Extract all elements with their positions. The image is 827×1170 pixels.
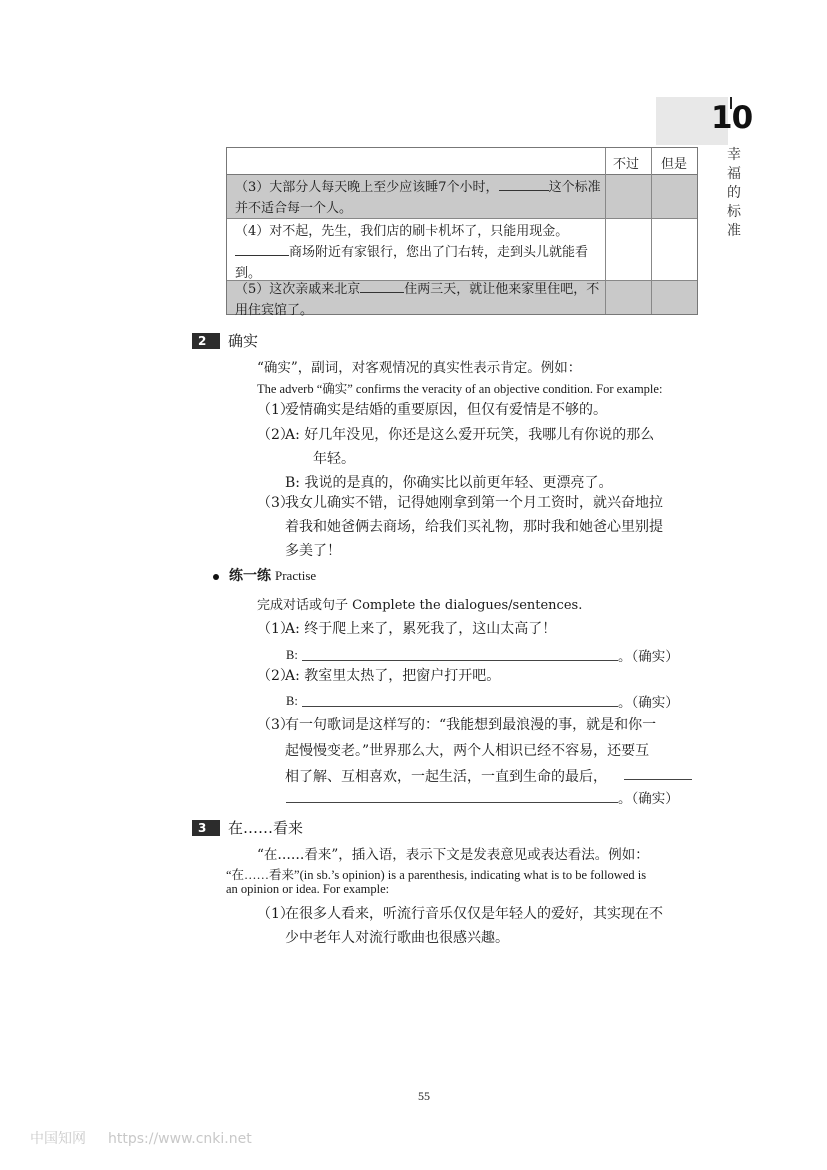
row-text: （5）这次亲戚来北京 住两三天，就让他来家里住吧，不用住宾馆了。	[235, 282, 600, 318]
practice-1-speaker-b: B:	[286, 648, 298, 662]
col-danshi: 但是	[661, 157, 688, 172]
practice-heading: 练一练 Practise	[229, 568, 317, 584]
answer-line[interactable]	[302, 706, 618, 707]
description-zh: “确实”，副词，对客观情况的真实性表示肯定。例如：	[257, 360, 582, 376]
bullet-icon	[213, 574, 219, 580]
example-1: （1）在很多人看来，听流行音乐仅仅是年轻人的爱好，其实现在不 少中老年人对流行歌曲也很感兴趣。	[257, 906, 663, 946]
section-number: 2	[192, 333, 220, 349]
exercise-table	[226, 147, 698, 318]
chapter-title: 幸福的标准	[727, 147, 741, 239]
description-en-line-1: “在……看来”(in sb.’s opinion) is a parenthesis, indicating what is to be followed is	[226, 868, 647, 882]
example-2: （2）A: 好几年没见，你还是这么爱开玩笑，我哪儿有你说的那么 年轻。 B: 我说的是真的，你确实比以前更年轻、更漂亮了。	[257, 427, 655, 491]
watermark	[30, 1128, 252, 1148]
chapter-number: 10	[711, 100, 753, 136]
practice-1-hint: 。（确实）	[618, 649, 679, 665]
column-divider	[605, 148, 606, 314]
answer-blank[interactable]	[360, 280, 404, 293]
section-title: 确实	[228, 332, 259, 350]
section-title: 在……看来	[228, 819, 304, 837]
practice-3: （3）有一句歌词是这样写的：“我能想到最浪漫的事，就是和你一 起慢慢变老。”世界那么大，两个人相识已经不容易，还要互 相了解、互相喜欢，一起生活，一直到生命的最后，	[257, 717, 657, 785]
practice-2-hint: 。（确实）	[618, 695, 679, 711]
example-3: （3）我女儿确实不错，记得她刚拿到第一个月工资时，就兴奋地拉 着我和她爸俩去商场，给我们买礼物，那时我和她爸心里别提 多美了！	[257, 495, 663, 559]
row-text: （3）大部分人每天晚上至少应该睡7个小时， 这个标准并不适合每一个人。	[235, 180, 601, 216]
practice-3-hint: 。（确实）	[618, 791, 679, 807]
answer-line[interactable]	[286, 802, 618, 803]
answer-line[interactable]	[302, 660, 618, 661]
answer-blank[interactable]	[499, 178, 549, 191]
answer-blank[interactable]	[235, 243, 289, 256]
table-row	[227, 281, 697, 318]
description-en: The adverb “确实” confirms the veracity of an objective condition. For example:	[257, 382, 663, 396]
column-divider	[651, 148, 652, 314]
row-text: （4）对不起，先生，我们店的刷卡机坏了，只能用现金。商场附近有家银行，您出了门右转，走到头儿就能看到。	[235, 224, 589, 281]
example-1: （1）爱情确实是结婚的重要原因，但仅有爱情是不够的。	[257, 402, 607, 418]
table-row	[227, 175, 697, 219]
answer-line[interactable]	[624, 779, 692, 780]
watermark-url: https://www.cnki.net	[108, 1131, 252, 1147]
description-en-line-2: an opinion or idea. For example:	[226, 882, 390, 896]
practice-instruction: 完成对话或句子 Complete the dialogues/sentences.	[257, 598, 583, 613]
practice-1: （1）A: 终于爬上来了，累死我了，这山太高了！	[257, 621, 557, 637]
table-header	[227, 148, 697, 175]
page-number: 55	[418, 1089, 430, 1103]
description-zh: “在……看来”，插入语，表示下文是发表意见或表达看法。例如：	[257, 847, 649, 863]
practice-2-speaker-b: B:	[286, 694, 298, 708]
practice-2: （2）A: 教室里太热了，把窗户打开吧。	[257, 668, 501, 684]
section-number: 3	[192, 820, 220, 836]
watermark-brand: 中国知网	[30, 1131, 86, 1147]
col-buguo: 不过	[613, 157, 640, 172]
table-row	[227, 219, 697, 281]
